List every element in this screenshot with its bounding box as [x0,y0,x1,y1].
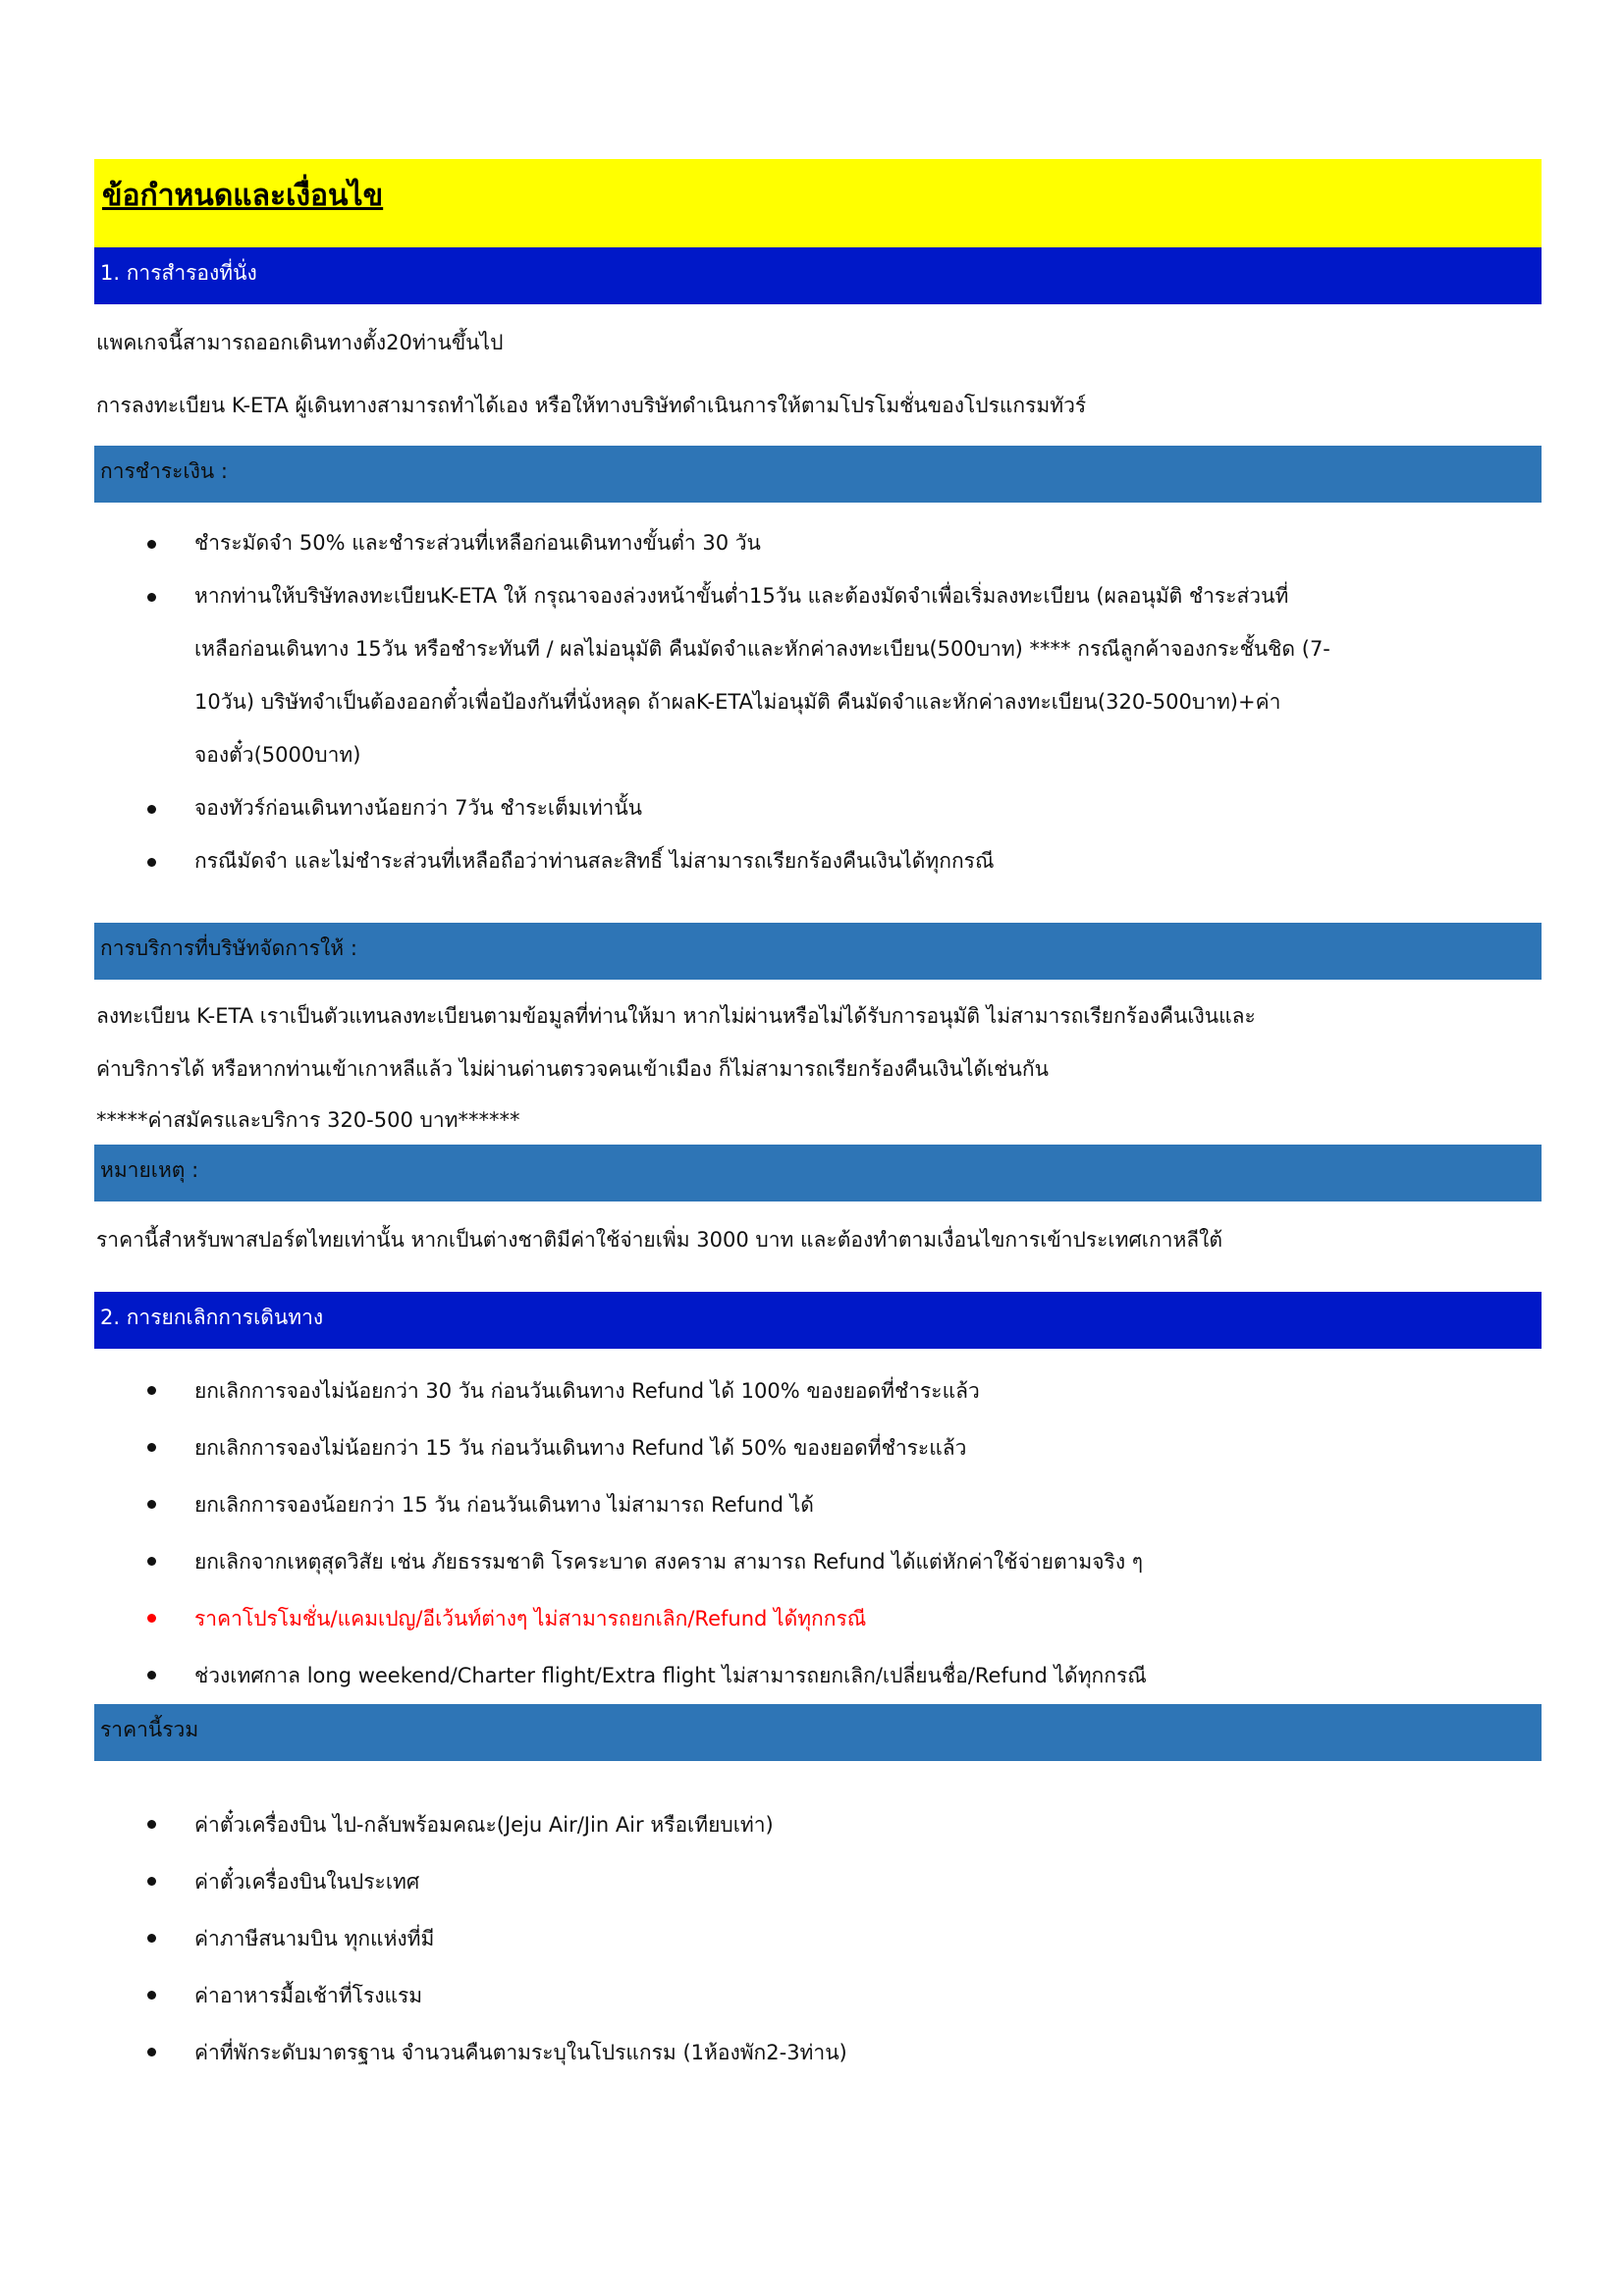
list-item: ยกเลิกจากเหตุสุดวิสัย เช่น ภัยธรรมชาติ โรคระบาด สงคราม สามารถ Refund ได้แต่หักค่าใช้จ่ายตามจริง ๆ [94,1533,1542,1590]
list-item: ค่าตั๋วเครื่องบิน ไป-กลับพร้อมคณะ(Jeju Air/Jin Air หรือเทียบเท่า) [94,1796,1542,1853]
bullet-icon [147,1934,156,1943]
list-item: ค่าอาหารมื้อเช้าที่โรงแรม [94,1967,1542,2024]
bullet-icon [147,1820,156,1829]
bullet-icon [147,1614,156,1623]
reservation-line: แพคเกจนี้สามารถออกเดินทางตั้ง20ท่านขึ้นไป [96,331,504,354]
bullet-icon [147,540,156,549]
services-line: ลงทะเบียน K-ETA เราเป็นตัวแทนลงทะเบียนตามข้อมูลที่ท่านให้มา หากไม่ผ่านหรือไม่ได้รับการอนุมัติ ไม่สามารถเรียกร้องคืนเงินและ [96,1004,1256,1028]
bullet-icon [147,1443,156,1452]
list-item: จองทัวร์ก่อนเดินทางน้อยกว่า 7วัน ชำระเต็มเท่านั้น [94,781,1542,834]
bullet-icon [147,593,156,602]
section-payment-heading: การชำระเงิน : [94,446,1542,503]
list-item: ค่าตั๋วเครื่องบินในประเทศ [94,1853,1542,1910]
list-item: ค่าภาษีสนามบิน ทุกแห่งที่มี [94,1910,1542,1967]
bullet-icon [147,2048,156,2056]
list-item: หากท่านให้บริษัทลงทะเบียนK-ETA ให้ กรุณาจองล่วงหน้าขั้นต่ำ15วัน และต้องมัดจำเพื่อเริ่มลงทะเบียน (ผลอนุมัติ ชำระส่วนที่ เหลือก่อนเดินทาง 15วัน หรือชำระทันที / ผลไม่อนุมัติ คืนมัดจำและหักค่าลงทะเบียน(500บาท) **** กรณีลูกค้าจองกระชั้นชิด (7- 10วัน) บริษัทจำเป็นต้องออกตั๋วเพื่อป้องกันที่นั่งหลุด ถ้าผลK-ETAไม่อนุมัติ คืนมัดจำและหักค่าลงทะเบียน(320-500บาท)+ค่า จองตั๋ว(5000บาท) [94,569,1542,781]
services-line: *****ค่าสมัครและบริการ 320-500 บาท****** [96,1108,520,1132]
list-item: ยกเลิกการจองไม่น้อยกว่า 15 วัน ก่อนวันเดินทาง Refund ได้ 50% ของยอดที่ชำระแล้ว [94,1419,1542,1476]
list-item: กรณีมัดจำ และไม่ชำระส่วนที่เหลือถือว่าท่านสละสิทธิ์ ไม่สามารถเรียกร้องคืนเงินได้ทุกกรณี [94,834,1542,887]
section-services-heading: การบริการที่บริษัทจัดการให้ : [94,923,1542,980]
bullet-icon [147,1557,156,1566]
list-item: ยกเลิกการจองไม่น้อยกว่า 30 วัน ก่อนวันเดินทาง Refund ได้ 100% ของยอดที่ชำระแล้ว [94,1362,1542,1419]
list-item: ชำระมัดจำ 50% และชำระส่วนที่เหลือก่อนเดินทางขั้นต่ำ 30 วัน [94,516,1542,569]
terms-document [94,159,1542,2081]
includes-list [94,1796,1542,2081]
bullet-icon [147,858,156,867]
list-item: ค่าที่พักระดับมาตรฐาน จำนวนคืนตามระบุในโปรแกรม (1ห้องพัก2-3ท่าน) [94,2024,1542,2081]
list-item-highlight: ราคาโปรโมชั่น/แคมเปญ/อีเว้นท์ต่างๆ ไม่สามารถยกเลิก/Refund ได้ทุกกรณี [94,1590,1542,1647]
document-title-banner [94,159,1542,247]
bullet-icon [147,1877,156,1886]
reservation-line: การลงทะเบียน K-ETA ผู้เดินทางสามารถทำได้เอง หรือให้ทางบริษัทดำเนินการให้ตามโปรโมชั่นของโปรแกรมทัวร์ [96,394,1087,417]
section-cancellation-heading: 2. การยกเลิกการเดินทาง [94,1292,1542,1349]
bullet-icon [147,1386,156,1395]
document-title: ข้อกำหนดและเงื่อนไข [102,179,384,213]
bullet-icon [147,805,156,814]
bullet-icon [147,1671,156,1680]
services-line: ค่าบริการได้ หรือหากท่านเข้าเกาหลีแล้ว ไม่ผ่านด่านตรวจคนเข้าเมือง ก็ไม่สามารถเรียกร้องคืนเงินได้เช่นกัน [96,1057,1049,1081]
section-reservation-heading: 1. การสำรองที่นั่ง [94,247,1542,304]
bullet-icon [147,1991,156,2000]
bullet-icon [147,1500,156,1509]
list-item: ช่วงเทศกาล long weekend/Charter flight/Extra flight ไม่สามารถยกเลิก/เปลี่ยนชื่อ/Refund ได้ทุกกรณี [94,1647,1542,1704]
list-item: ยกเลิกการจองน้อยกว่า 15 วัน ก่อนวันเดินทาง ไม่สามารถ Refund ได้ [94,1476,1542,1533]
section-remark-heading: หมายเหตุ : [94,1145,1542,1201]
remark-line: ราคานี้สำหรับพาสปอร์ตไทยเท่านั้น หากเป็นต่างชาติมีค่าใช้จ่ายเพิ่ม 3000 บาท และต้องทำตามเงื่อนไขการเข้าประเทศเกาหลีใต้ [96,1228,1223,1252]
section-includes-heading: ราคานี้รวม [94,1704,1542,1761]
cancellation-list [94,1362,1542,1704]
payment-list [94,516,1542,887]
